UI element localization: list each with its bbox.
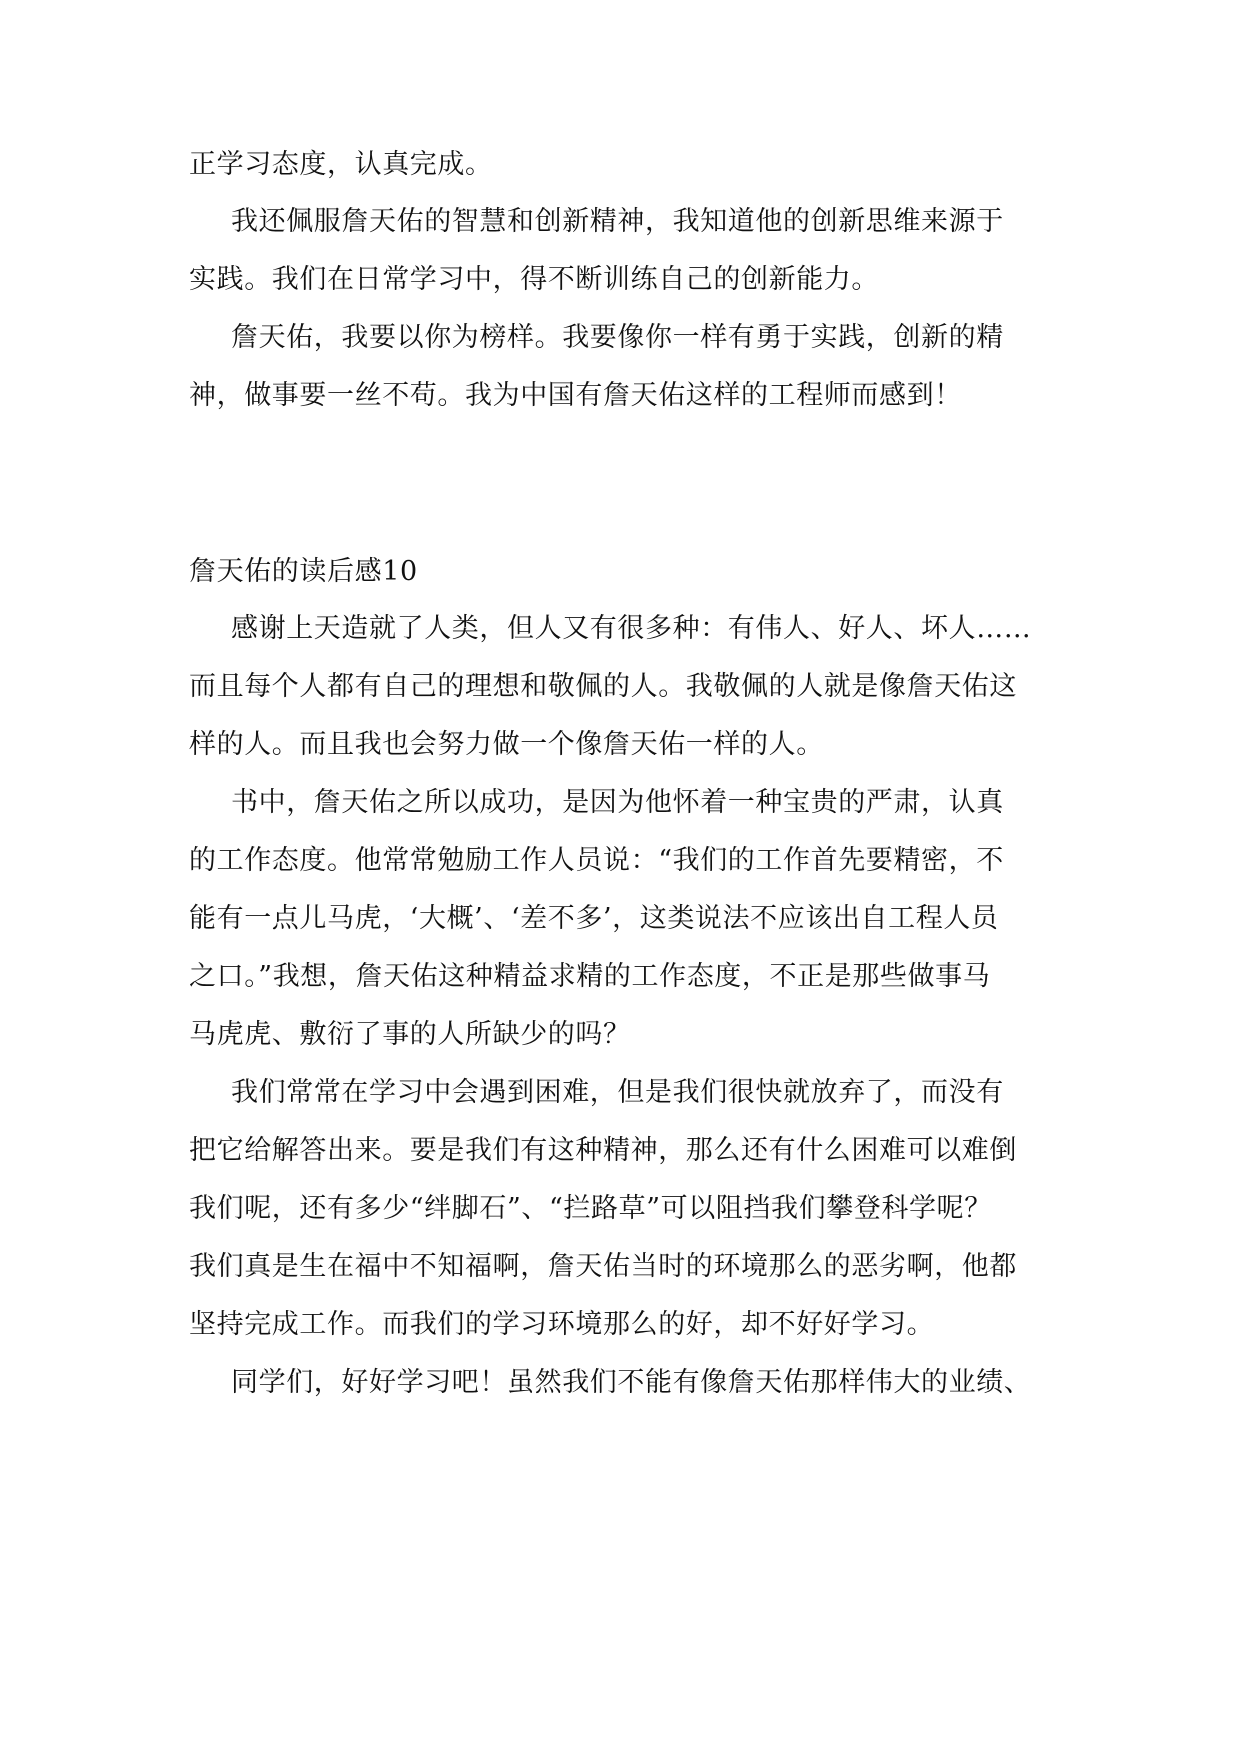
paragraph-line: 能有一点儿马虎，‘大概’、‘差不多’，这类说法不应该出自工程人员 bbox=[189, 903, 999, 934]
paragraph-line: 样的人。而且我也会努力做一个像詹天佑一样的人。 bbox=[189, 729, 824, 760]
paragraph-line: 坚持完成工作。而我们的学习环境那么的好，却不好好学习。 bbox=[189, 1309, 935, 1340]
paragraph-line: 之口。”我想，詹天佑这种精益求精的工作态度，不正是那些做事马 bbox=[189, 961, 991, 992]
paragraph-line: 詹天佑，我要以你为榜样。我要像你一样有勇于实践，创新的精 bbox=[231, 322, 1004, 353]
paragraph-line: 实践。我们在日常学习中，得不断训练自己的创新能力。 bbox=[189, 264, 879, 295]
paragraph-line: 的工作态度。他常常勉励工作人员说：“我们的工作首先要精密，不 bbox=[189, 845, 1004, 876]
paragraph-line: 神，做事要一丝不苟。我为中国有詹天佑这样的工程师而感到！ bbox=[189, 380, 962, 411]
paragraph-line: 书中，詹天佑之所以成功，是因为他怀着一种宝贵的严肃，认真 bbox=[231, 787, 1004, 818]
paragraph-line: 我们呢，还有多少“绊脚石”、“拦路草”可以阻挡我们攀登科学呢？ bbox=[189, 1193, 992, 1224]
section-heading: 詹天佑的读后感10 bbox=[189, 556, 418, 587]
paragraph-line: 我还佩服詹天佑的智慧和创新精神，我知道他的创新思维来源于 bbox=[231, 206, 1004, 237]
paragraph-line: 马虎虎、敷衍了事的人所缺少的吗？ bbox=[189, 1019, 631, 1050]
paragraph-line: 正学习态度，认真完成。 bbox=[189, 149, 493, 180]
paragraph-line: 感谢上天造就了人类，但人又有很多种：有伟人、好人、坏人…… bbox=[231, 613, 1032, 644]
paragraph-line: 我们真是生在福中不知福啊，詹天佑当时的环境那么的恶劣啊，他都 bbox=[189, 1251, 1017, 1282]
paragraph-line: 同学们，好好学习吧！虽然我们不能有像詹天佑那样伟大的业绩、 bbox=[231, 1367, 1032, 1398]
paragraph-line: 而且每个人都有自己的理想和敬佩的人。我敬佩的人就是像詹天佑这 bbox=[189, 671, 1017, 702]
paragraph-line: 我们常常在学习中会遇到困难，但是我们很快就放弃了，而没有 bbox=[231, 1077, 1004, 1108]
paragraph-line: 把它给解答出来。要是我们有这种精神，那么还有什么困难可以难倒 bbox=[189, 1135, 1017, 1166]
